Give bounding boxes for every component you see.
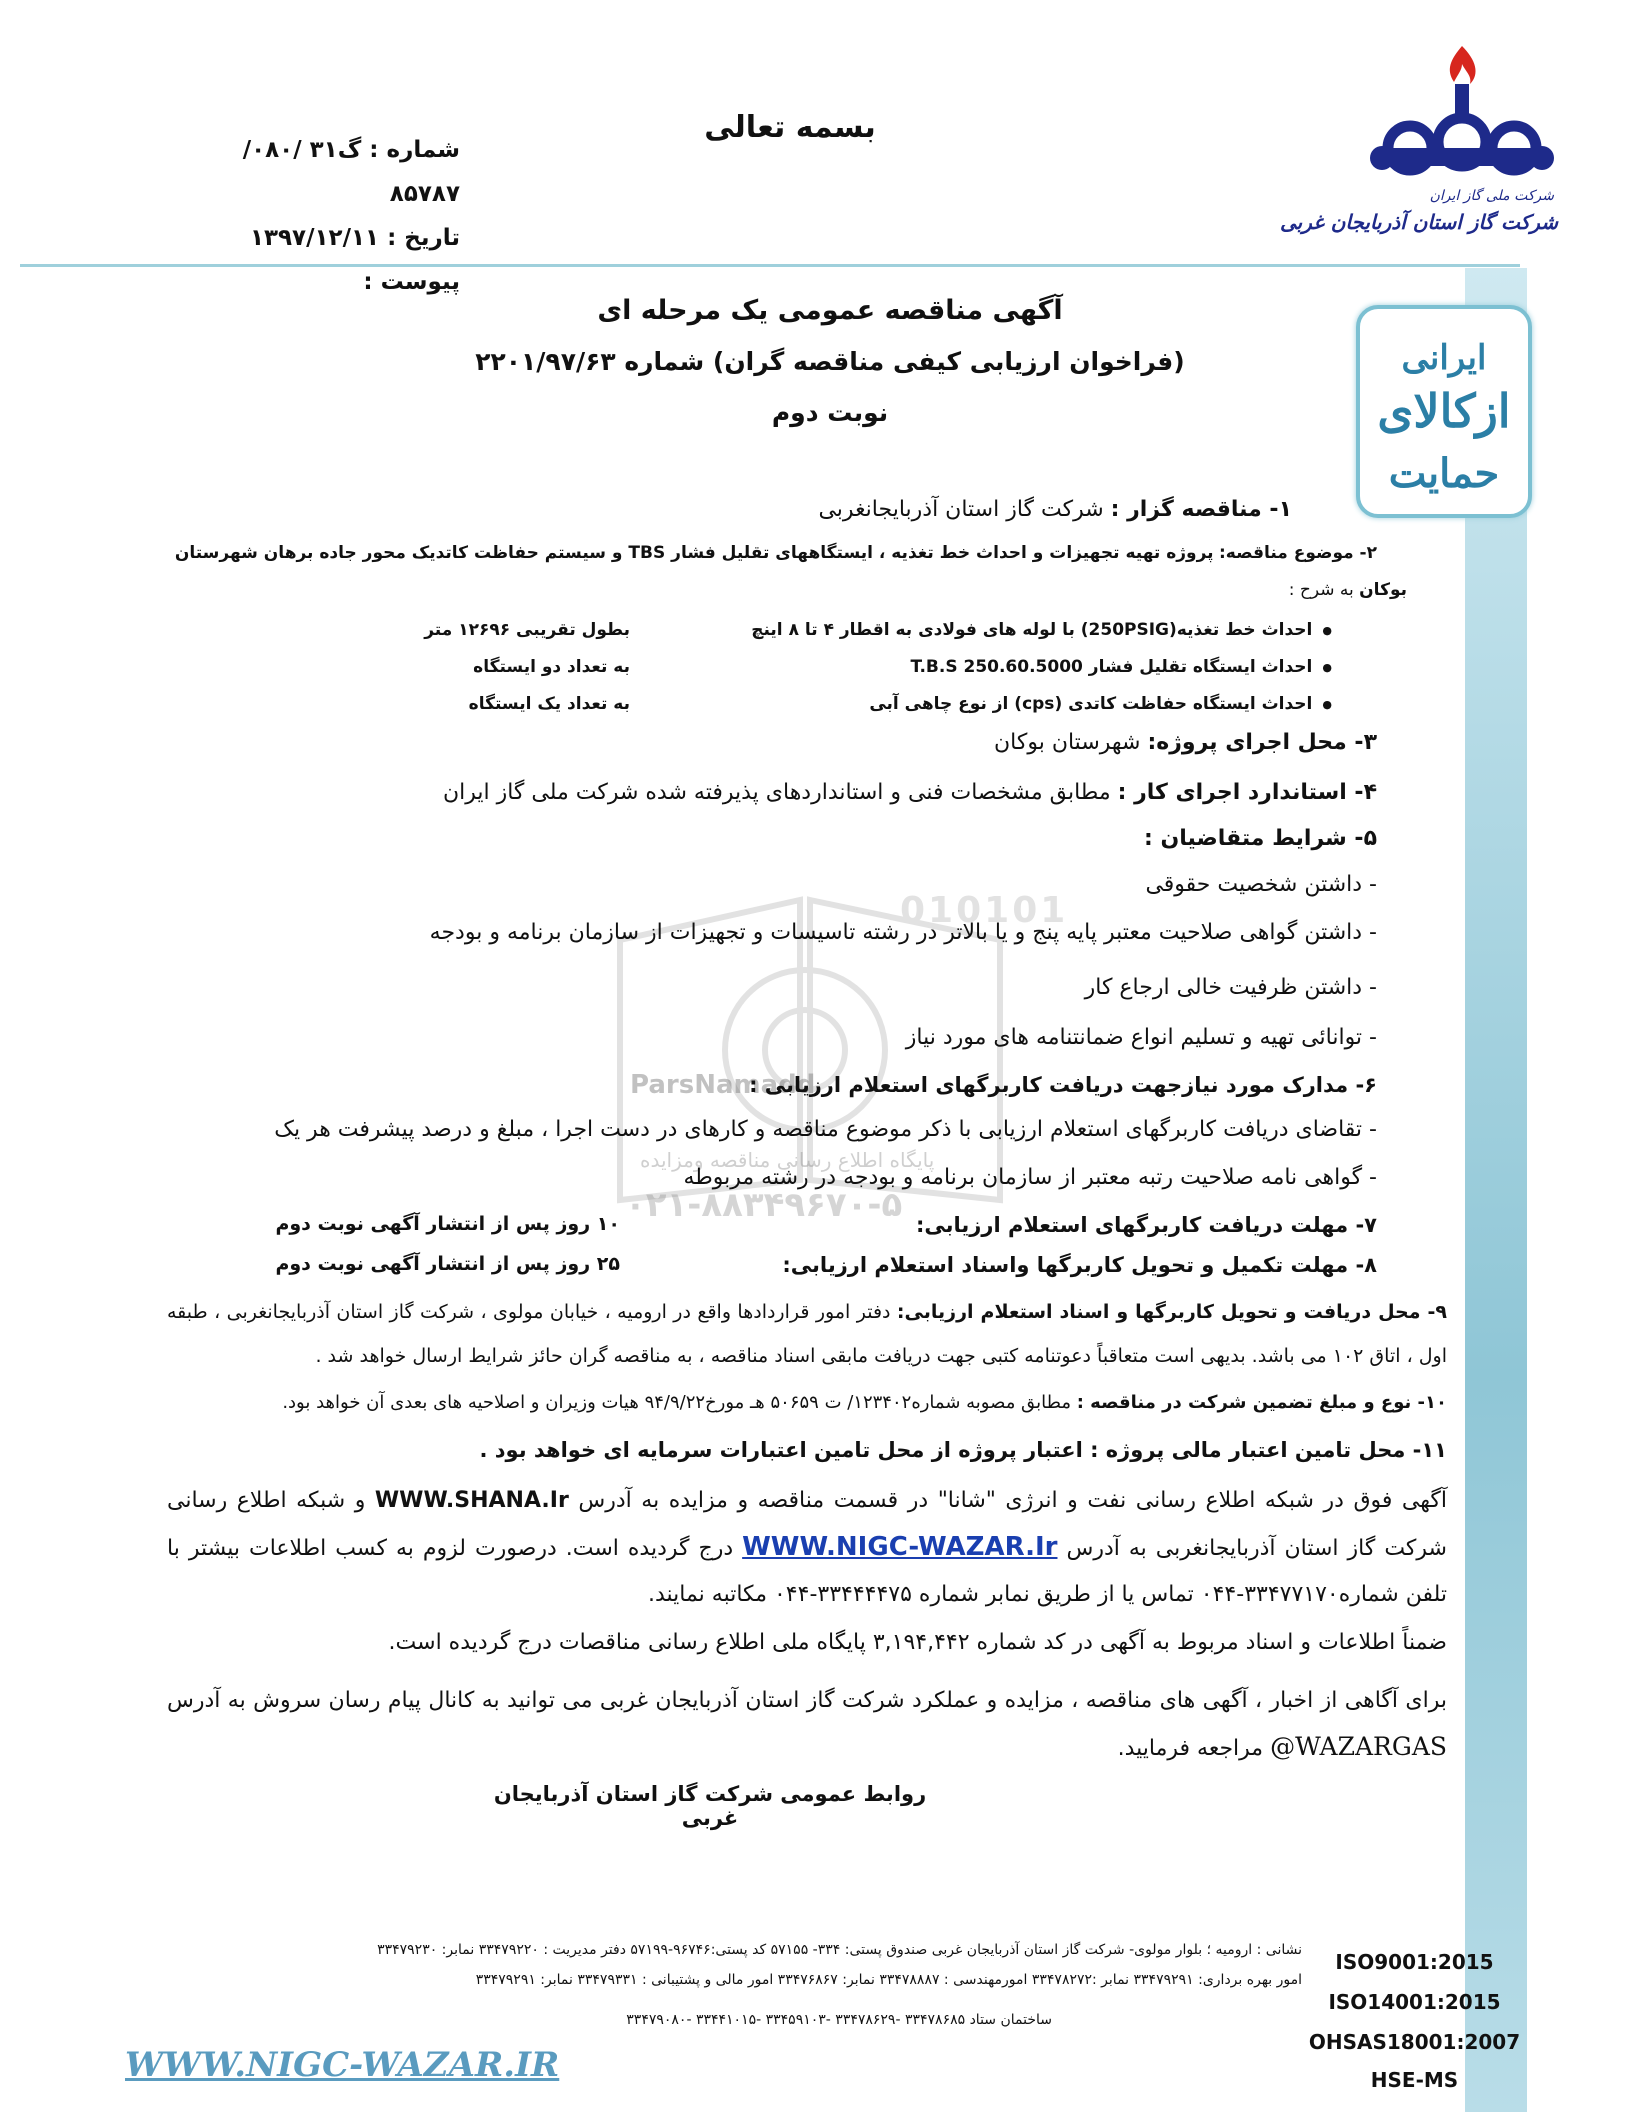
date-label: تاریخ : — [387, 225, 460, 251]
item-4-head: ۴- استاندارد اجرای کار : — [1117, 780, 1377, 805]
notice-p1-c: درج گردیده است. درصورت لزوم به کسب اطلاعات بیشتر با تلفن شماره۳۳۴۷۷۱۷۰-۰۴۴ تماس یا از طریق نمابر شماره ۳۳۴۴۴۴۷۵-۰۴۴ مکاتبه نمایند. — [167, 1536, 1447, 1607]
item-7-head: ۷- مهلت دریافت کاربرگهای استعلام ارزیابی: — [915, 1213, 1377, 1237]
svg-text:ایرانی: ایرانی — [1401, 338, 1487, 378]
basmala-heading: بسمه تعالی — [704, 110, 876, 145]
bullet-1-qty: بطول تقریبی ۱۲۶۹۶ متر — [424, 620, 630, 640]
item-4-text: مطابق مشخصات فنی و استانداردهای پذیرفته شده شرکت ملی گاز ایران — [442, 780, 1111, 805]
bullet-2-qty: به تعداد دو ایستگاه — [473, 657, 630, 677]
notice-p1-b: و شبکه اطلاع رسانی شرکت گاز استان آذربایجانغربی به آدرس — [167, 1488, 1447, 1561]
footer-address-line-3: ساختمان ستاد ۳۳۴۷۸۶۸۵ -۳۳۴۷۸۶۲۹ -۳۳۴۵۹۱۰۳ -۳۳۴۴۱۰۱۵ -۳۳۴۷۹۰۸۰ — [626, 2012, 1052, 2028]
notice-paragraph-3 — [167, 1678, 1447, 1772]
item-6-doc-1: - تقاضای دریافت کاربرگهای استعلام ارزیابی با ذکر موضوع مناقصه و کارهای در دست اجرا ، مبلغ و درصد پیشرفت هر یک — [274, 1117, 1377, 1142]
item-2-text: پروژه تهیه تجهیزات و احداث خط تغذیه ، ایستگاههای تقلیل فشار TBS و سیستم حفاظت کاتدیک محور جاده برهان شهرستان — [174, 543, 1214, 563]
footer-address-line-1: نشانی : ارومیه ؛ بلوار مولوی- شرکت گاز استان آذربایجان غربی صندوق پستی: ۳۳۴- ۵۷۱۵۵ کد پستی:۹۶۷۴۶-۵۷۱۹۹ دفتر مدیریت : ۳۳۴۷۹۲۲۰ نمابر: ۳۳۴۷۹۲۳۰ — [377, 1942, 1302, 1958]
nigc-wazar-link[interactable]: WWW.NIGC-WAZAR.Ir — [742, 1532, 1058, 1562]
shana-address: WWW.SHANA.Ir — [374, 1488, 569, 1513]
attachment-label: پیوست : — [363, 269, 460, 295]
letter-number-row — [170, 128, 460, 216]
decorative-side-strip — [1465, 268, 1527, 2112]
watermark-digits: 010101 — [900, 890, 1069, 931]
item-10 — [282, 1392, 1447, 1413]
item-9-head: ۹- محل دریافت و تحویل کاربرگها و اسناد استعلام ارزیابی: — [896, 1301, 1447, 1323]
bullet-2: ● احداث ایستگاه تقلیل فشار T.B.S 250.60.5000 — [910, 657, 1332, 677]
item-3-head: ۳- محل اجرای پروژه: — [1147, 730, 1377, 755]
notice-p1-a: آگهی فوق در شبکه اطلاع رسانی نفت و انرژی "شانا" در قسمت مناقصه و مزایده به آدرس — [578, 1488, 1447, 1513]
item-5-cond-3: - داشتن ظرفیت خالی ارجاع کار — [1084, 975, 1377, 1000]
item-1 — [818, 497, 1292, 522]
iran-goods-support-badge — [1356, 305, 1532, 518]
item-3-text: شهرستان بوکان — [994, 730, 1141, 755]
item-5-cond-2: - داشتن گواهی صلاحیت معتبر پایه پنج و یا بالاتر در رشته تاسیسات و تجهیزات از سازمان برنامه و بودجه — [429, 920, 1377, 945]
date-value: ۱۳۹۷/۱۲/۱۱ — [249, 225, 380, 251]
svg-text:ازکالای: ازکالای — [1377, 384, 1511, 438]
item-6-head: ۶- مدارک مورد نیازجهت دریافت کاربرگهای استعلام ارزیابی : — [749, 1073, 1377, 1097]
item-8-head: ۸- مهلت تکمیل و تحویل کاربرگها واسناد استعلام ارزیابی: — [782, 1253, 1377, 1277]
ohsas-18001: OHSAS18001:2007 — [1308, 2030, 1521, 2054]
item-7-value: ۱۰ روز پس از انتشار آگهی نوبت دوم — [275, 1213, 620, 1235]
header-divider — [20, 264, 1520, 267]
notice-subtitle: (فراخوان ارزیابی کیفی مناقصه گران) شماره ۲۲۰۱/۹۷/۶۳ — [475, 347, 1185, 376]
notice-p3-text: برای آگاهی از اخبار ، آگهی های مناقصه ، مزایده و عملکرد شرکت گاز استان آذربایجان غربی می توانید به کانال پیام رسان سروش به آدرس — [167, 1688, 1447, 1713]
item-5-head: ۵- شرایط متقاضیان : — [1144, 826, 1377, 851]
item-1-head: ۱- مناقصه گزار : — [1110, 497, 1292, 522]
soroush-handle: WAZARGAS@ — [1270, 1732, 1447, 1761]
item-2-by-desc: به شرح : — [1288, 580, 1354, 600]
signature-block: روابط عمومی شرکت گاز استان آذربایجان غربی — [493, 1782, 927, 1830]
iso-9001: ISO9001:2015 — [1335, 1950, 1494, 1974]
bullet-3-qty: به تعداد یک ایستگاه — [468, 694, 630, 714]
item-4 — [443, 780, 1377, 805]
notice-round: نوبت دوم — [771, 398, 889, 427]
letter-meta — [170, 128, 460, 304]
iso-14001: ISO14001:2015 — [1328, 1990, 1501, 2014]
notice-paragraph-1 — [167, 1478, 1447, 1618]
item-5-cond-4: - توانائی تهیه و تسلیم انواع ضمانتنامه های مورد نیاز — [905, 1025, 1377, 1050]
hse-ms: HSE-MS — [1370, 2068, 1459, 2092]
nigc-logo — [1280, 38, 1562, 253]
bullet-3: ● احداث ایستگاه حفاظت کاتدی (cps) از نوع چاهی آبی — [869, 694, 1332, 714]
number-value: گ۳۱ /۰۸۰/ ۸۵۷۸۷ — [242, 137, 460, 207]
item-2-continuation — [1289, 580, 1407, 600]
footer-website-link[interactable]: WWW.NIGC-WAZAR.IR — [125, 2045, 560, 2085]
notice-p3-end: مراجعه فرمایید. — [1117, 1736, 1264, 1761]
watermark-tagline: پایگاه اطلاع رسانی مناقصه ومزایده — [640, 1148, 935, 1172]
item-10-head: ۱۰- نوع و مبلغ تضمین شرکت در مناقصه : — [1076, 1392, 1447, 1413]
logo-text-nigc: شرکت ملی گاز ایران — [1429, 188, 1554, 204]
footer-address-line-2: امور بهره برداری: ۳۳۴۷۹۲۹۱ نمابر :۳۳۴۷۸۲۷۲ امورمهندسی : ۳۳۴۷۸۸۸۷ نمابر: ۳۳۴۷۶۸۶۷ امور مالی و پشتیبانی : ۳۳۴۷۹۳۳۱ نمابر: ۳۳۴۷۹۲۹۱ — [475, 1972, 1302, 1988]
watermark-phone: ۰۲۱-۸۸۳۴۹۶۷۰-۵ — [625, 1185, 903, 1225]
iran-goods-badge-icon — [1360, 309, 1528, 514]
item-6-doc-2: - گواهی نامه صلاحیت رتبه معتبر از سازمان برنامه و بودجه در رشته مربوطه — [683, 1165, 1377, 1190]
letter-date-row — [170, 216, 460, 260]
item-11: ۱۱- محل تامین اعتبار مالی پروژه : اعتبار پروژه از محل تامین اعتبارات سرمایه ای خواهد بود . — [479, 1438, 1447, 1462]
bullet-1: ● احداث خط تغذیه(250PSIG) با لوله های فولادی به اقطار ۴ تا ۸ اینچ — [751, 620, 1332, 640]
number-label: شماره : — [369, 137, 460, 163]
item-2 — [175, 543, 1377, 563]
item-5-cond-1: - داشتن شخصیت حقوقی — [1145, 872, 1377, 897]
item-10-text: مطابق مصوبه شماره۱۲۳۴۰۲/ ت ۵۰۶۵۹ هـ مورخ۹۴/۹/۲۲ هیات وزیران و اصلاحیه های بعدی آن خواهد بود. — [282, 1392, 1071, 1413]
item-8-value: ۲۵ روز پس از انتشار آگهی نوبت دوم — [275, 1253, 620, 1275]
item-9 — [167, 1290, 1447, 1378]
svg-text:حمایت: حمایت — [1388, 450, 1500, 497]
notice-title: آگهی مناقصه عمومی یک مرحله ای — [597, 295, 1063, 326]
item-1-text: شرکت گاز استان آذربایجانغربی — [818, 497, 1104, 522]
watermark-name: ParsNamadd — [630, 1070, 816, 1100]
notice-paragraph-2: ضمناً اطلاعات و اسناد مربوط به آگهی در کد شماره ۳,۱۹۴,۴۴۲ پایگاه ملی اطلاع رسانی مناقصات درج گردیده است. — [388, 1630, 1447, 1655]
item-3 — [994, 730, 1377, 755]
logo-text-company: شرکت گاز استان آذربایجان غربی — [1280, 210, 1558, 234]
item-9-text: دفتر امور قراردادها واقع در ارومیه ، خیابان مولوی ، شرکت گاز استان آذربایجانغربی ، طبقه اول ، اتاق ۱۰۲ می باشد. بدیهی است متعاقباً دعوتنامه کتبی جهت دریافت مابقی اسناد مناقصه ، به مناقصه گران حائز شرایط ارسال خواهد شد . — [167, 1301, 1447, 1367]
item-2-city: بوکان — [1359, 580, 1407, 600]
item-2-head: ۲- موضوع مناقصه: — [1218, 543, 1377, 563]
